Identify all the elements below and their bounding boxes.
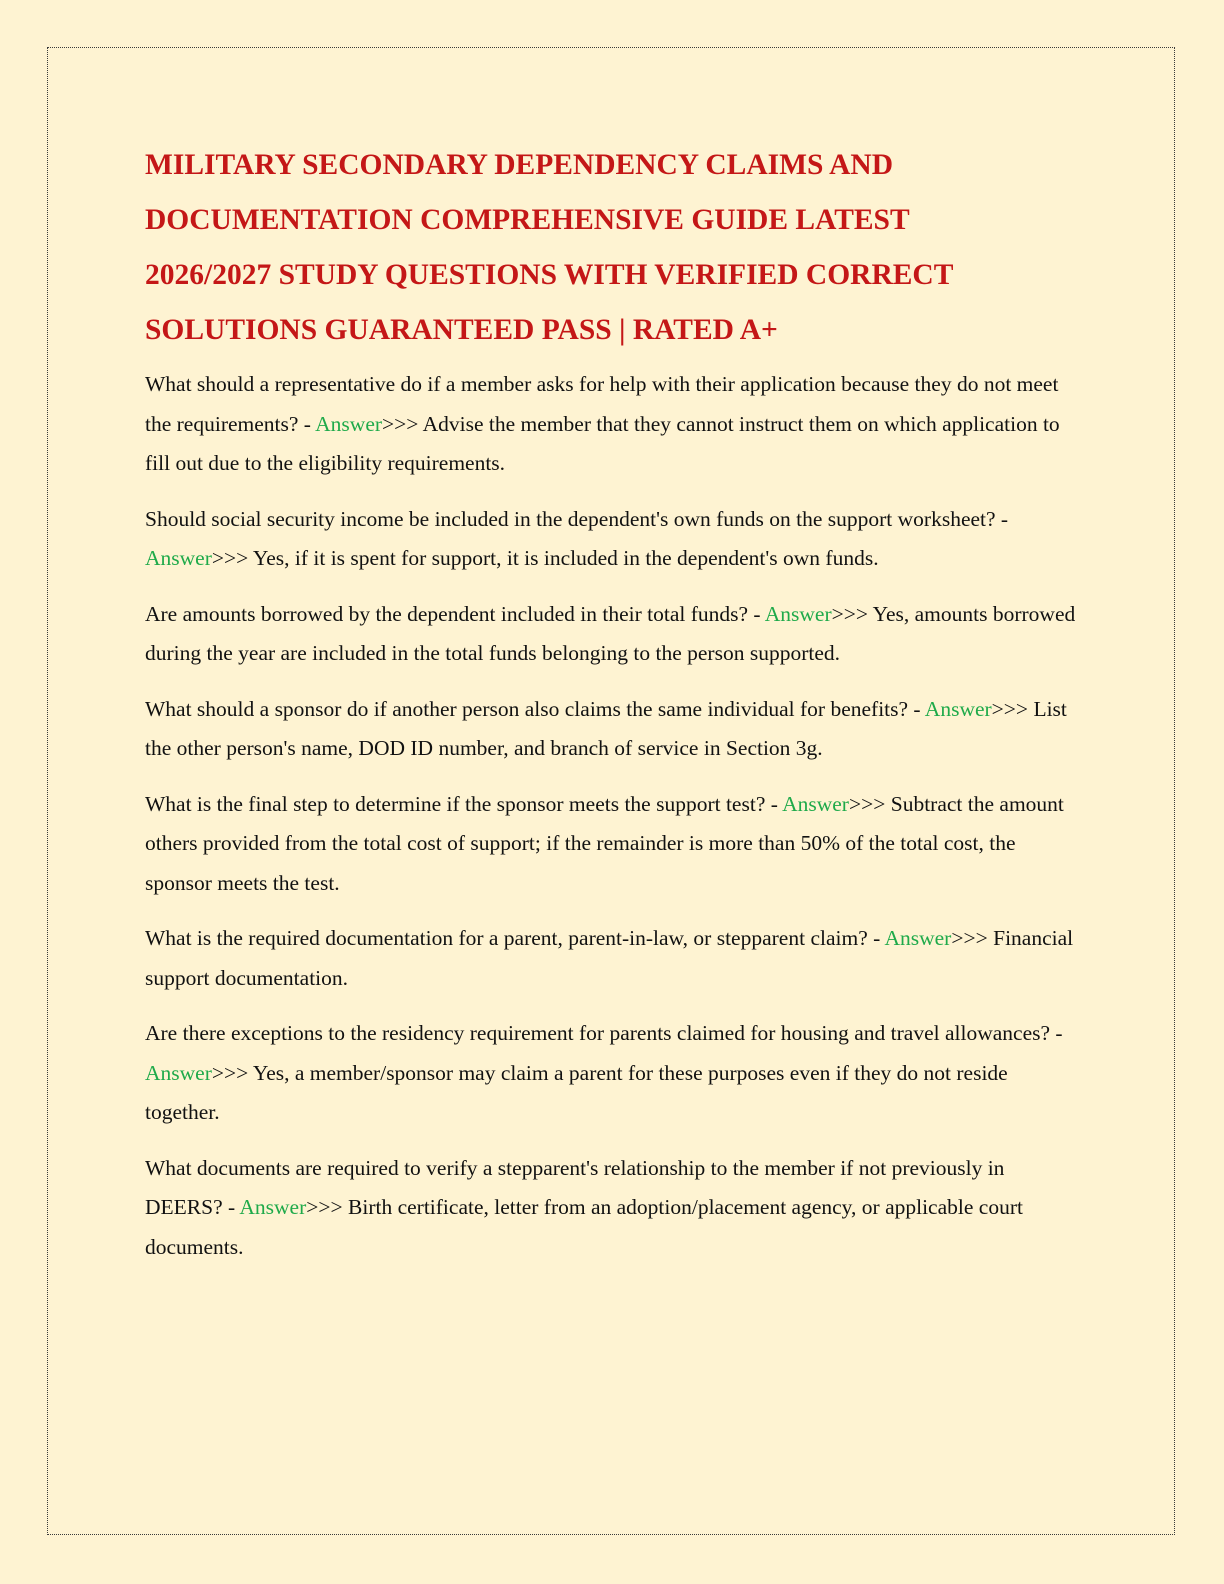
question-text: What is the required documentation for a parent, parent-in-law, or stepparent claim? - bbox=[145, 926, 885, 950]
answer-marker: >>> bbox=[848, 791, 891, 816]
answer-text: Birth certificate, letter from an adoption/placement agency, or applicable court documents. bbox=[145, 1195, 1023, 1259]
answer-marker: >>> bbox=[382, 411, 423, 436]
question-text: Should social security income be included in the dependent's own funds on the support worksheet? - bbox=[145, 506, 1009, 531]
answer-label: Answer bbox=[315, 411, 383, 436]
qa-item bbox=[145, 690, 1085, 769]
title-line: SOLUTIONS GUARANTEED PASS | RATED A+ bbox=[145, 314, 778, 346]
answer-label: Answer bbox=[145, 546, 212, 570]
answer-marker: >>> bbox=[306, 1195, 348, 1219]
title-line: DOCUMENTATION COMPREHENSIVE GUIDE LATEST bbox=[145, 204, 910, 236]
answer-label: Answer bbox=[239, 1195, 307, 1219]
answer-text: Advise the member that they cannot instruct them on which application to fill out due to the eligibility requirements. bbox=[145, 411, 1060, 475]
answer-marker: >>> bbox=[211, 1060, 253, 1085]
document-title bbox=[145, 138, 1085, 358]
document-content bbox=[145, 138, 1085, 1283]
question-text: What should a sponsor do if another person also claims the same individual for benefits? - bbox=[145, 696, 925, 721]
answer-marker: >>> bbox=[951, 926, 994, 950]
question-text: Are amounts borrowed by the dependent included in their total funds? - bbox=[145, 601, 765, 626]
answer-label: Answer bbox=[924, 696, 992, 721]
answer-marker: >>> bbox=[211, 546, 253, 570]
qa-item bbox=[145, 365, 1085, 484]
qa-item bbox=[145, 1014, 1085, 1133]
answer-label: Answer bbox=[145, 1060, 212, 1085]
answer-text: Yes, if it is spent for support, it is included in the dependent's own funds. bbox=[252, 546, 879, 570]
title-line: 2026/2027 STUDY QUESTIONS WITH VERIFIED CORRECT bbox=[145, 259, 954, 291]
title-line: MILITARY SECONDARY DEPENDENCY CLAIMS AND bbox=[145, 149, 894, 181]
answer-text: List the other person's name, DOD ID number, and branch of service in Section 3g. bbox=[145, 696, 1067, 760]
question-text: What should a representative do if a member asks for help with their application because they do not meet the requirements? - bbox=[145, 372, 1059, 436]
question-text: What is the final step to determine if the sponsor meets the support test? - bbox=[145, 791, 783, 816]
qa-item bbox=[145, 1149, 1085, 1268]
qa-item bbox=[145, 785, 1085, 904]
answer-label: Answer bbox=[764, 601, 832, 626]
qa-item bbox=[145, 500, 1085, 579]
question-text: Are there exceptions to the residency requirement for parents claimed for housing and travel allowances? - bbox=[145, 1021, 1063, 1045]
answer-text: Yes, amounts borrowed during the year are included in the total funds belonging to the person supported. bbox=[145, 601, 1076, 665]
answer-marker: >>> bbox=[831, 601, 873, 626]
qa-item bbox=[145, 919, 1085, 998]
answer-text: Yes, a member/sponsor may claim a parent for these purposes even if they do not reside together. bbox=[145, 1060, 1008, 1124]
answer-label: Answer bbox=[782, 791, 849, 816]
answer-label: Answer bbox=[884, 926, 952, 950]
answer-text: Financial support documentation. bbox=[145, 926, 1074, 990]
question-text: What documents are required to verify a stepparent's relationship to the member if not previously in DEERS? - bbox=[145, 1155, 1005, 1219]
answer-text: Subtract the amount others provided from the total cost of support; if the remainder is more than 50% of the total cost, the sponsor meets the test. bbox=[145, 791, 1064, 895]
qa-item bbox=[145, 595, 1085, 674]
answer-marker: >>> bbox=[991, 696, 1034, 721]
